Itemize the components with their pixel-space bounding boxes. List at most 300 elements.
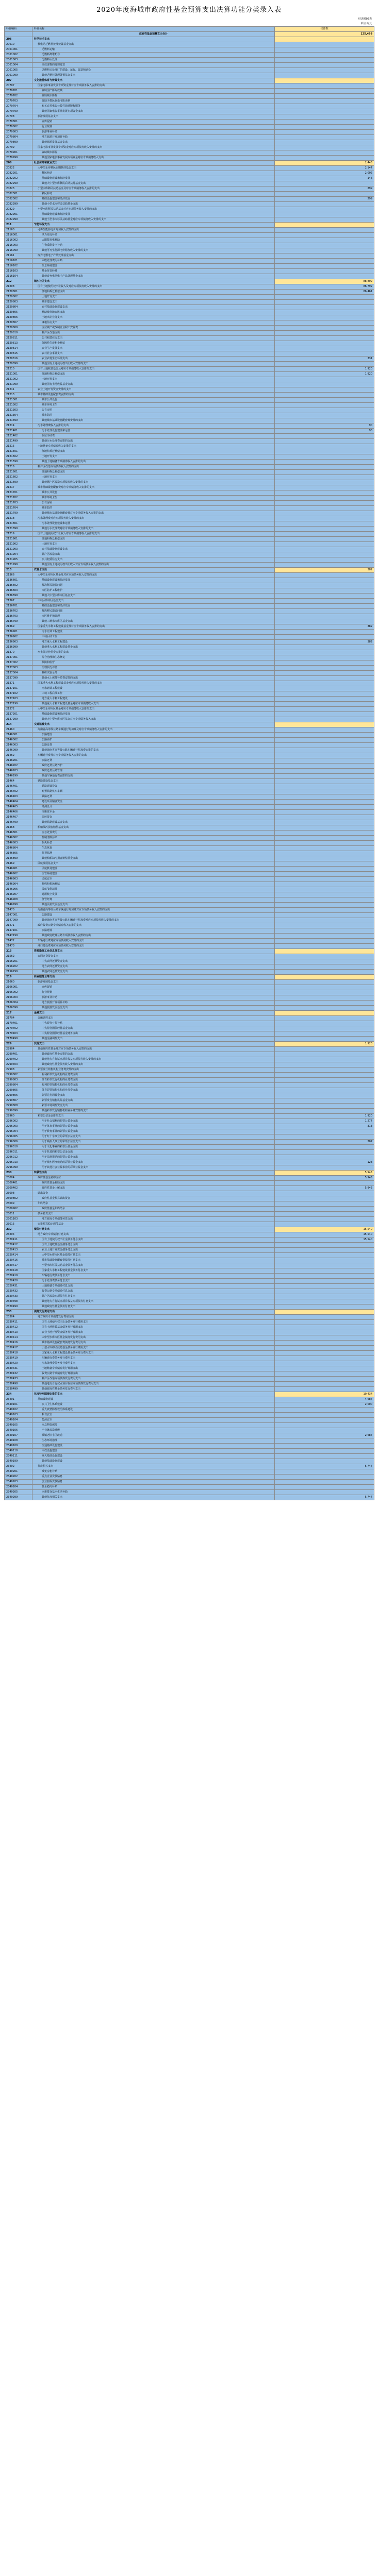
table-row xyxy=(5,1366,374,1371)
row-code: 2121099 xyxy=(5,382,32,387)
row-name: 综合治理和生态修复 xyxy=(32,655,275,660)
row-name: 资助少数民族语电影译制 xyxy=(32,99,275,104)
row-name: 征地和拆迁补偿支出 xyxy=(32,537,275,542)
table-row xyxy=(5,501,374,506)
row-name: 城镇老旧小区改造 xyxy=(32,1433,275,1438)
row-amount xyxy=(275,94,374,99)
row-name: 棚户区改造支出 xyxy=(32,331,275,336)
row-code: 21464 xyxy=(5,779,32,784)
row-name: 铁路建设投资 xyxy=(32,784,275,789)
row-amount xyxy=(275,722,374,727)
row-code: 2146906 xyxy=(5,887,32,892)
row-code: 23004 xyxy=(5,1176,32,1181)
row-code: 2330416 xyxy=(5,1341,32,1346)
row-name: 其他乏燃料处理处置基金支出 xyxy=(32,73,275,78)
row-name: 其他政府性基金债务发行费用支出 xyxy=(32,1387,275,1392)
row-code: 2296011 xyxy=(5,1150,32,1155)
row-amount xyxy=(275,377,374,382)
row-name: 用于城乡医疗救助的彩票公益金支出 xyxy=(32,1160,275,1165)
row-code: 2330419 xyxy=(5,1356,32,1361)
row-amount: 5,747 xyxy=(275,1464,374,1469)
table-row xyxy=(5,475,374,480)
row-code: 2146001 xyxy=(5,733,32,738)
table-row xyxy=(5,1377,374,1382)
row-amount xyxy=(275,1248,374,1253)
table-row xyxy=(5,1212,374,1217)
table-row xyxy=(5,1459,374,1464)
row-name: 其他政府收费公路专项债券收入安排的支出 xyxy=(32,934,275,939)
row-amount xyxy=(275,970,374,975)
row-amount: 145 xyxy=(275,176,374,181)
row-name: 海南省高等级公路车辆通行附加费及对应专项债务收入安排的支出 xyxy=(32,727,275,733)
row-name: 政府性基金预算调出资金 xyxy=(32,1196,275,1201)
row-code: 20822 xyxy=(5,166,32,171)
table-row xyxy=(5,1238,374,1243)
table-row xyxy=(5,1418,374,1423)
row-code: 23009 xyxy=(5,1201,32,1207)
row-amount xyxy=(275,202,374,207)
row-name: 用于红十字事业的彩票公益金支出 xyxy=(32,1134,275,1140)
row-code: 2296012 xyxy=(5,1155,32,1160)
row-name: 用于文化事业的彩票公益金支出 xyxy=(32,1145,275,1150)
row-code: 2121001 xyxy=(5,372,32,377)
table-row xyxy=(5,78,374,83)
row-amount xyxy=(275,516,374,521)
row-code: 2330433 xyxy=(5,1377,32,1382)
table-row xyxy=(5,676,374,681)
row-code: 21219 xyxy=(5,532,32,537)
table-row xyxy=(5,377,374,382)
table-row xyxy=(5,1114,374,1119)
table-row xyxy=(5,1011,374,1016)
table-row xyxy=(5,686,374,691)
table-row xyxy=(5,764,374,769)
row-code: 2320499 xyxy=(5,1304,32,1310)
row-name: 购置铁路机车车辆 xyxy=(32,789,275,794)
row-amount xyxy=(275,851,374,856)
row-amount xyxy=(275,243,374,248)
row-code: 208 xyxy=(5,161,32,166)
table-row xyxy=(5,480,374,485)
table-row xyxy=(5,109,374,114)
row-name: 用于扶贫的彩票公益金支出 xyxy=(32,1150,275,1155)
row-code: 2116104 xyxy=(5,274,32,279)
row-amount xyxy=(275,511,374,516)
table-row xyxy=(5,1408,374,1413)
row-name: 其他重大水利工程建设基金支出 xyxy=(32,645,275,650)
row-name: 公有房屋 xyxy=(32,501,275,506)
table-row xyxy=(5,640,374,645)
row-amount xyxy=(275,1299,374,1304)
row-amount xyxy=(275,1289,374,1294)
row-code: 2340204 xyxy=(5,1485,32,1490)
row-name: 支付破产或改制企业职工安置费 xyxy=(32,326,275,331)
row-code: 2320411 xyxy=(5,1238,32,1243)
row-code: 2116002 xyxy=(5,238,32,243)
row-amount xyxy=(275,831,374,836)
row-amount xyxy=(275,645,374,650)
row-name: 商业服务业等支出 xyxy=(32,975,275,980)
row-code: 20823 xyxy=(5,187,32,192)
table-row xyxy=(5,660,374,666)
table-row xyxy=(5,697,374,702)
row-code: 2120816 xyxy=(5,357,32,362)
row-name: 其他地方自行试点项目收益专项债券发行费用支出 xyxy=(32,1382,275,1387)
row-name: 其他国有土地使用权出让收入安排的支出 xyxy=(32,362,275,367)
table-row xyxy=(5,1196,374,1201)
table-row xyxy=(5,892,374,897)
table-row xyxy=(5,851,374,856)
row-name: 污水处理费债务付息支出 xyxy=(32,1279,275,1284)
row-code: 23304 xyxy=(5,1315,32,1320)
row-name: 购买农村电影公益性放映版权服务 xyxy=(32,104,275,109)
row-amount xyxy=(275,841,374,846)
table-row xyxy=(5,815,374,820)
row-amount xyxy=(275,253,374,259)
row-amount: 313 xyxy=(275,1124,374,1129)
row-name: 棚户区改造专项债券收入安排的支出 xyxy=(32,465,275,470)
row-name: 科学技术支出 xyxy=(32,37,275,42)
table-row xyxy=(5,1217,374,1222)
row-name: 资助国产影片放映 xyxy=(32,89,275,94)
row-amount xyxy=(275,460,374,465)
row-amount xyxy=(275,691,374,697)
row-name: 中央特别国债经营基金财务支出 xyxy=(32,1031,275,1037)
row-code: 2166002 xyxy=(5,990,32,995)
table-row xyxy=(5,990,374,995)
row-name: 地方农网还贷资金支出 xyxy=(32,964,275,970)
row-amount xyxy=(275,1330,374,1335)
row-code: 2170401 xyxy=(5,1021,32,1026)
row-code: 2061002 xyxy=(5,53,32,58)
table-row xyxy=(5,820,374,825)
row-amount xyxy=(275,1057,374,1062)
row-amount xyxy=(275,964,374,970)
row-name: 公路还贷 xyxy=(32,743,275,748)
row-code: 2330498 xyxy=(5,1382,32,1387)
row-amount xyxy=(275,717,374,722)
row-code: 2300401 xyxy=(5,1181,32,1186)
total-code xyxy=(5,32,32,37)
row-name: 用于教育事业的彩票公益金支出 xyxy=(32,1129,275,1134)
row-code: 2082399 xyxy=(5,202,32,207)
row-name: 公路还贷 xyxy=(32,758,275,764)
row-name: 城市基础设施配套费安排的支出 xyxy=(32,393,275,398)
table-row xyxy=(5,1155,374,1160)
row-name: 土地开发支出 xyxy=(32,542,275,547)
row-amount xyxy=(275,609,374,614)
row-code: 2116101 xyxy=(5,259,32,264)
row-amount xyxy=(275,336,374,341)
row-code: 2320419 xyxy=(5,1274,32,1279)
row-name: 农村基础设施建设支出 xyxy=(32,305,275,310)
row-amount xyxy=(275,867,374,872)
row-amount xyxy=(275,212,374,217)
row-amount xyxy=(275,259,374,264)
row-code: 23402 xyxy=(5,1464,32,1469)
row-name: 建设项目铺底资金 xyxy=(32,800,275,805)
row-amount xyxy=(275,78,374,83)
table-row xyxy=(5,434,374,439)
row-amount: 15,540 xyxy=(275,1232,374,1238)
row-code: 2120811 xyxy=(5,336,32,341)
table-row xyxy=(5,959,374,964)
row-amount xyxy=(275,594,374,599)
table-row xyxy=(5,748,374,753)
row-amount: 5,945 xyxy=(275,1176,374,1181)
row-code: 2116102 xyxy=(5,264,32,269)
row-code: 2121502 xyxy=(5,454,32,460)
row-amount xyxy=(275,655,374,660)
row-code: 2120802 xyxy=(5,295,32,300)
table-row xyxy=(5,856,374,861)
row-amount xyxy=(275,872,374,877)
row-code: 2121499 xyxy=(5,439,32,444)
row-amount xyxy=(275,805,374,810)
row-name: 行业规划 xyxy=(32,125,275,130)
row-name: 民航安全 xyxy=(32,877,275,882)
row-code: 2146407 xyxy=(5,815,32,820)
table-row xyxy=(5,717,374,722)
table-row xyxy=(5,166,374,171)
table-row xyxy=(5,1284,374,1289)
row-code: 2120899 xyxy=(5,362,32,367)
row-code: 2146099 xyxy=(5,748,32,753)
row-name: 注册资本金 xyxy=(32,810,275,815)
row-code: 21215 xyxy=(5,444,32,449)
row-code: 2121904 xyxy=(5,552,32,557)
table-row xyxy=(5,94,374,99)
row-name: 土地开发支出 xyxy=(32,295,275,300)
row-amount xyxy=(275,1335,374,1341)
row-code: 22904 xyxy=(5,1047,32,1052)
table-row xyxy=(5,1232,374,1238)
table-row xyxy=(5,1021,374,1026)
row-name: 彩票兑奖周转金支出 xyxy=(32,1093,275,1098)
row-amount xyxy=(275,1284,374,1289)
row-code: 21216 xyxy=(5,465,32,470)
row-name: 地方重大水利工程建设 xyxy=(32,697,275,702)
table-row xyxy=(5,1243,374,1248)
row-name: 解决移民遗留问题 xyxy=(32,609,275,614)
row-code: 2070899 xyxy=(5,140,32,145)
table-row xyxy=(5,114,374,120)
row-code: 2340107 xyxy=(5,1433,32,1438)
row-code: 2136602 xyxy=(5,583,32,588)
row-code: 20708 xyxy=(5,114,32,120)
table-row xyxy=(5,429,374,434)
table-row xyxy=(5,1341,374,1346)
table-row xyxy=(5,1485,374,1490)
row-name: 民航发展基金支出 xyxy=(32,861,275,867)
header-amount: 决算数 xyxy=(275,27,374,32)
row-code: 22960 xyxy=(5,1114,32,1119)
table-row xyxy=(5,758,374,764)
row-amount xyxy=(275,557,374,563)
table-row xyxy=(5,449,374,454)
row-name: 交通运输支出 xyxy=(32,722,275,727)
row-name: 用于其他社会公益事业的彩票公益金支出 xyxy=(32,1165,275,1171)
row-name: 其他国家电影事业发展专项资金支出 xyxy=(32,109,275,114)
row-amount xyxy=(275,985,374,990)
row-name: 空管系统建设 xyxy=(32,872,275,877)
row-name: 其他车辆通行费安排的支出 xyxy=(32,774,275,779)
row-amount xyxy=(275,1444,374,1449)
row-amount xyxy=(275,702,374,707)
row-name: 其他抗疫相关支出 xyxy=(32,1495,275,1500)
row-name: 重大基础设施建设 xyxy=(32,1454,275,1459)
row-code: 2070799 xyxy=(5,109,32,114)
row-code: 2340106 xyxy=(5,1428,32,1433)
row-code: 21460 xyxy=(5,727,32,733)
row-amount xyxy=(275,295,374,300)
row-code: 2300802 xyxy=(5,1196,32,1201)
row-code: 2146903 xyxy=(5,877,32,882)
table-row xyxy=(5,470,374,475)
row-code: 2146404 xyxy=(5,800,32,805)
row-amount xyxy=(275,387,374,393)
row-amount xyxy=(275,1366,374,1371)
row-amount xyxy=(275,274,374,279)
table-row xyxy=(5,1274,374,1279)
table-row xyxy=(5,1191,374,1196)
row-name: 基础设施建设和经济发展 xyxy=(32,578,275,583)
row-amount xyxy=(275,681,374,686)
row-name: 通用航空发展 xyxy=(32,892,275,897)
row-name: 污水处理费对应专项债务收入安排的支出 xyxy=(32,516,275,521)
row-code: 2136702 xyxy=(5,609,32,614)
row-amount xyxy=(275,769,374,774)
row-name: 其他重大水利工程建设基金对应专项债务收入支出 xyxy=(32,702,275,707)
table-row xyxy=(5,954,374,959)
row-code: 234 xyxy=(5,1392,32,1397)
row-amount xyxy=(275,789,374,794)
row-code: 2146908 xyxy=(5,897,32,903)
row-amount xyxy=(275,1052,374,1057)
row-amount xyxy=(275,310,374,315)
table-row xyxy=(5,315,374,320)
row-name: 中央农网还贷资金支出 xyxy=(32,959,275,964)
row-code: 2340202 xyxy=(5,1475,32,1480)
row-amount xyxy=(275,836,374,841)
row-amount xyxy=(275,1387,374,1392)
row-code: 2137003 xyxy=(5,666,32,671)
row-code: 2146907 xyxy=(5,892,32,897)
row-code: 217 xyxy=(5,1011,32,1016)
row-amount xyxy=(275,676,374,681)
row-name: 治理状况评估 xyxy=(32,666,275,671)
row-amount xyxy=(275,1212,374,1217)
table-row xyxy=(5,578,374,583)
row-name: 公共卫生体系建设 xyxy=(32,1402,275,1408)
row-code: 21470 xyxy=(5,908,32,913)
table-row xyxy=(5,1088,374,1093)
row-amount xyxy=(275,145,374,150)
row-amount xyxy=(275,238,374,243)
row-amount xyxy=(275,521,374,527)
table-row xyxy=(5,1248,374,1253)
row-code: 2136903 xyxy=(5,640,32,645)
row-name: 基础设施建设 xyxy=(32,1397,275,1402)
row-amount xyxy=(275,1011,374,1016)
row-code: 2061003 xyxy=(5,58,32,63)
table-row xyxy=(5,1294,374,1299)
row-code: 2146902 xyxy=(5,872,32,877)
row-amount xyxy=(275,150,374,156)
table-row xyxy=(5,655,374,660)
row-amount xyxy=(275,1315,374,1320)
row-code: 229 xyxy=(5,1042,32,1047)
row-code: 2082299 xyxy=(5,181,32,187)
row-code: 2061001 xyxy=(5,47,32,53)
row-amount xyxy=(275,248,374,253)
row-code: 2290402 xyxy=(5,1057,32,1062)
table-row xyxy=(5,490,374,496)
row-amount xyxy=(275,1165,374,1171)
row-name: 农网还贷资金支出 xyxy=(32,954,275,959)
table-row xyxy=(5,521,374,527)
row-name: 农业农村生态环境支出 xyxy=(32,357,275,362)
row-amount xyxy=(275,784,374,789)
table-row xyxy=(5,939,374,944)
row-amount xyxy=(275,980,374,985)
row-amount xyxy=(275,1109,374,1114)
row-code: 2121999 xyxy=(5,563,32,568)
row-name: 农业生产发展支出 xyxy=(32,346,275,351)
row-name: 土地开发支出 xyxy=(32,475,275,480)
row-code: 2070803 xyxy=(5,130,32,135)
row-amount xyxy=(275,995,374,1001)
table-row xyxy=(5,1253,374,1258)
table-row xyxy=(5,511,374,516)
row-code: 2121602 xyxy=(5,475,32,480)
table-row xyxy=(5,1475,374,1480)
row-amount xyxy=(275,738,374,743)
table-row xyxy=(5,702,374,707)
row-code: 233 xyxy=(5,1310,32,1315)
row-name: 公有房屋 xyxy=(32,408,275,413)
row-amount xyxy=(275,743,374,748)
table-row xyxy=(5,387,374,393)
row-amount xyxy=(275,630,374,635)
row-name: 小型水库移民扶助基金对应专项债务收入安排的支出 xyxy=(32,207,275,212)
row-code: 2121701 xyxy=(5,490,32,496)
table-row xyxy=(5,568,374,573)
table-row xyxy=(5,1176,374,1181)
row-name: 其他废弃电器电子产品处理基金支出 xyxy=(32,274,275,279)
table-row xyxy=(5,197,374,202)
row-code: 214 xyxy=(5,722,32,727)
row-amount xyxy=(275,1047,374,1052)
table-row xyxy=(5,253,374,259)
row-amount xyxy=(275,527,374,532)
row-amount xyxy=(275,398,374,403)
table-row xyxy=(5,305,374,310)
row-code: 21160 xyxy=(5,228,32,233)
row-amount xyxy=(275,331,374,336)
row-code: 2320433 xyxy=(5,1294,32,1299)
row-code: 2330412 xyxy=(5,1325,32,1330)
table-row xyxy=(5,599,374,604)
table-row xyxy=(5,542,374,547)
row-amount xyxy=(275,856,374,861)
table-row xyxy=(5,1165,374,1171)
row-amount xyxy=(275,1078,374,1083)
row-name: 基金征管经费 xyxy=(32,269,275,274)
table-row xyxy=(5,89,374,94)
row-code: 21473 xyxy=(5,944,32,949)
row-amount: 123 xyxy=(275,1160,374,1165)
